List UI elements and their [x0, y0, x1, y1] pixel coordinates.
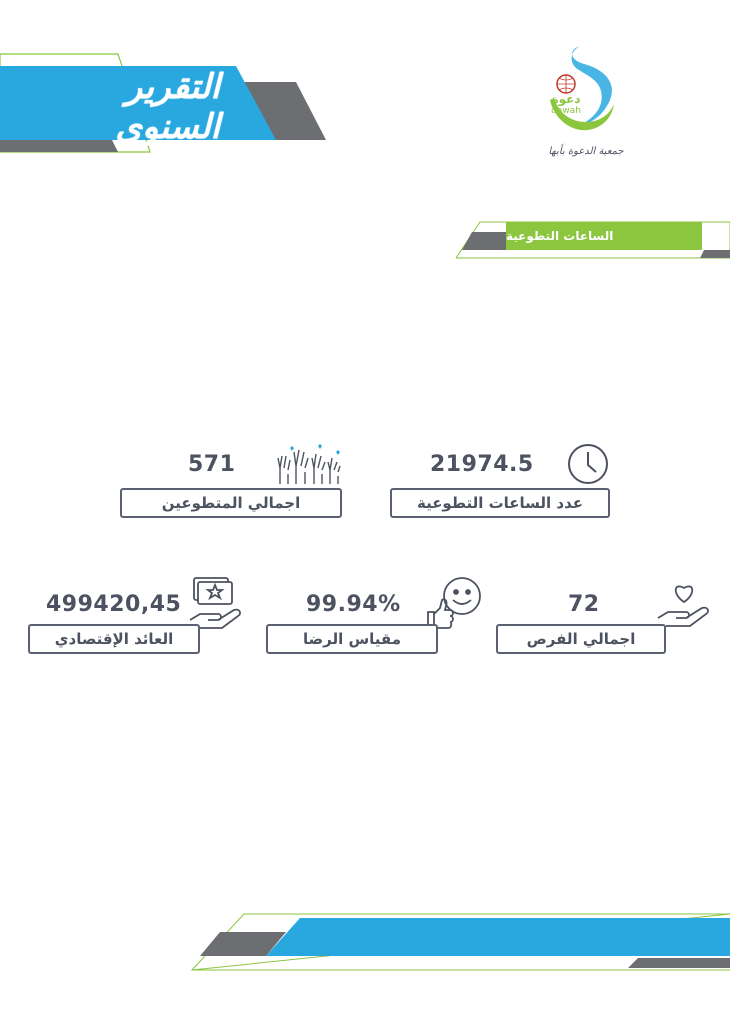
stat-satisfaction-label: مقياس الرضا — [266, 624, 438, 654]
stat-volunteers-label: اجمالي المتطوعين — [120, 488, 342, 518]
logo — [540, 38, 640, 170]
stat-opportunities-label: اجمالي الفرص — [496, 624, 666, 654]
banner-title: التقرير السنوي — [115, 67, 220, 147]
stat-opportunities-value: 72 — [568, 592, 600, 617]
stat-volunteers-value: 571 — [188, 452, 236, 477]
logo-arabic-text: دعوة — [551, 92, 581, 106]
logo-tagline: جمعية الدعوة بأبها — [548, 146, 624, 157]
header-banner — [0, 52, 330, 162]
stat-satisfaction-value: 99.94% — [306, 592, 401, 617]
raised-hands-icon — [274, 444, 344, 490]
stat-volunteer-hours-label: عدد الساعات التطوعية — [390, 488, 610, 518]
stat-volunteer-hours-value: 21974.5 — [430, 452, 534, 477]
logo-latin-text: dawah — [551, 106, 581, 116]
stat-economic-label: العائد الإقتصادي — [28, 624, 200, 654]
section-label: الساعات التطوعية — [506, 222, 702, 250]
logo-emblem — [540, 38, 640, 138]
footer-shapes — [190, 912, 730, 972]
clock-icon — [566, 442, 610, 490]
stat-economic-value: 499420,45 — [46, 592, 182, 617]
